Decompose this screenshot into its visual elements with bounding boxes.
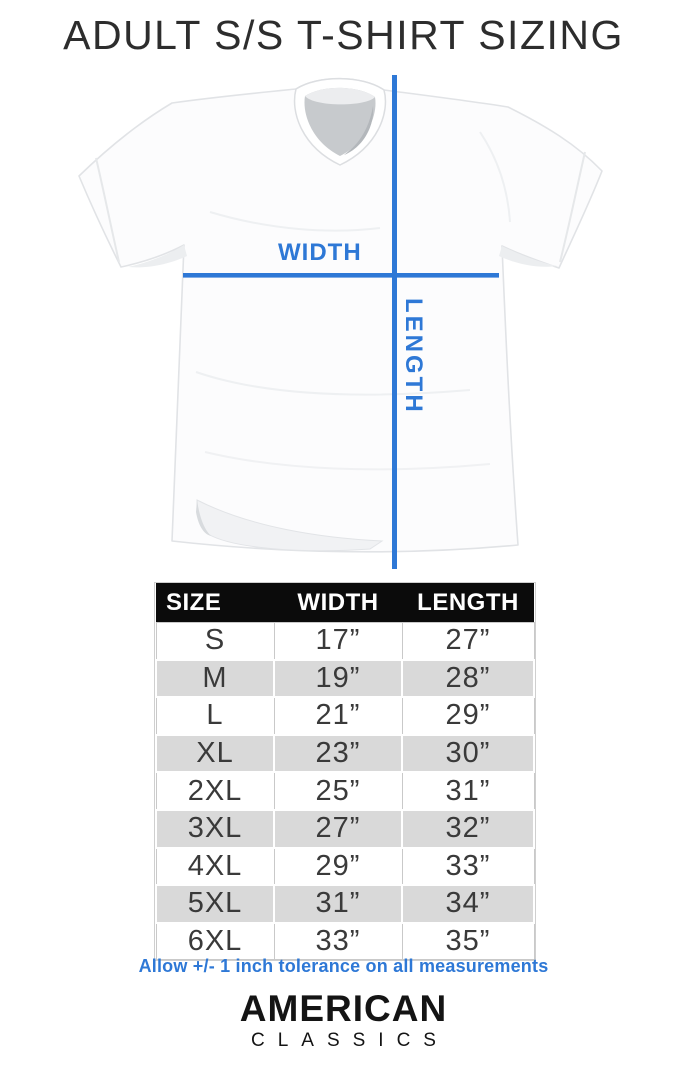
brand-logo [0,990,687,1050]
tshirt-image [0,72,687,582]
size-cell: 6XL [156,923,274,960]
table-row [156,885,534,923]
width-cell: 29” [274,848,402,886]
length-cell: 28” [402,660,534,698]
table-row [156,923,534,960]
size-cell: 2XL [156,772,274,810]
width-measure-line [183,273,499,278]
header-width: WIDTH [274,583,402,623]
tolerance-note: Allow +/- 1 inch tolerance on all measurements [138,956,549,976]
brand-name-bottom: CLASSICS [251,1030,449,1051]
length-cell: 33” [402,848,534,886]
length-measure-label: LENGTH [400,298,427,415]
header-length: LENGTH [402,583,534,623]
width-cell: 23” [274,735,402,773]
width-cell: 25” [274,772,402,810]
size-table-body [156,623,534,960]
width-cell: 21” [274,697,402,735]
width-measure-label: WIDTH [278,239,362,266]
size-cell: 5XL [156,885,274,923]
size-cell: L [156,697,274,735]
length-cell: 34” [402,885,534,923]
width-cell: 31” [274,885,402,923]
width-cell: 19” [274,660,402,698]
brand-name-top: AMERICAN [239,988,448,1029]
table-row [156,660,534,698]
width-cell: 17” [274,623,402,660]
size-cell: XL [156,735,274,773]
size-cell: S [156,623,274,660]
length-cell: 32” [402,810,534,848]
size-cell: M [156,660,274,698]
length-cell: 31” [402,772,534,810]
width-cell: 33” [274,923,402,960]
size-cell: 3XL [156,810,274,848]
table-row [156,697,534,735]
table-row [156,735,534,773]
table-row [156,848,534,886]
length-measure-line [392,75,397,569]
length-cell: 30” [402,735,534,773]
length-cell: 27” [402,623,534,660]
width-cell: 27” [274,810,402,848]
table-row [156,772,534,810]
length-cell: 35” [402,923,534,960]
size-cell: 4XL [156,848,274,886]
header-size: SIZE [156,583,274,623]
table-row [156,810,534,848]
table-row [156,623,534,660]
size-chart-table [155,583,535,960]
tshirt-measurement-figure [0,72,687,582]
page-title: ADULT S/S T-SHIRT SIZING [63,12,624,58]
size-chart-header [156,583,534,623]
length-cell: 29” [402,697,534,735]
